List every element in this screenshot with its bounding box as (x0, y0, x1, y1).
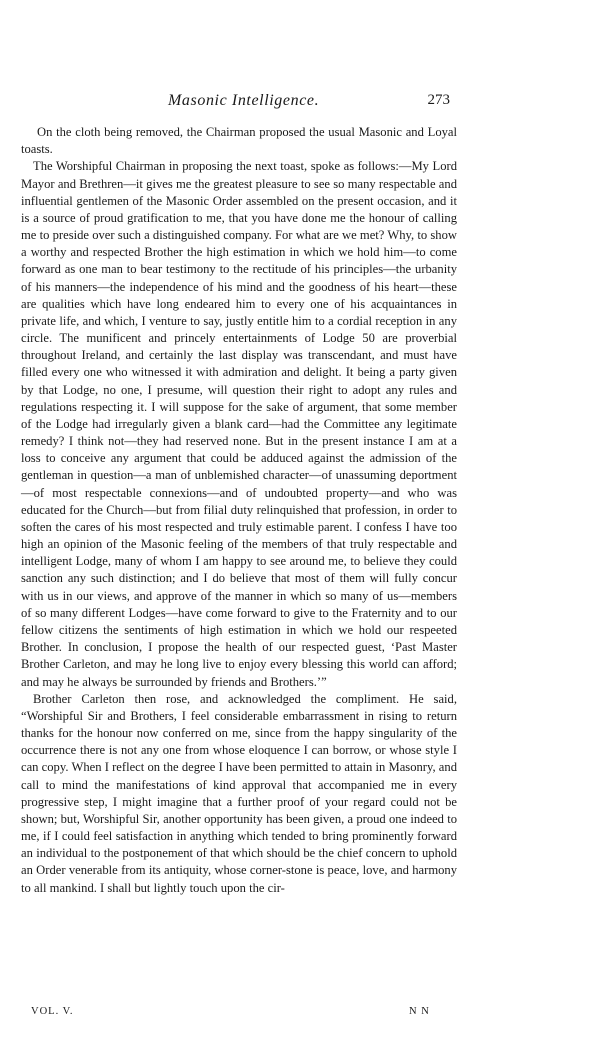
running-head (0, 92, 593, 114)
body-text (21, 124, 457, 897)
running-title: Masonic Intelligence. (168, 92, 320, 109)
volume-label: VOL. V. (31, 1006, 74, 1017)
page-footer (0, 1006, 593, 1022)
page-number: 273 (427, 92, 450, 108)
paragraph-toasts: On the cloth being removed, the Chairman proposed the usual Masonic and Loyal toasts. (21, 125, 457, 157)
paragraph-carleton-reply: Brother Carleton then rose, and acknowledged the compliment. He said, “Worshipful Sir and Brothers, I feel considerable embarrassment in rising to return thanks for the honour now conferred on me, since from the happy singularity of the occurrence there is not any one from whose eloquence I can borrow, or whose style I can copy. When I reflect on the degree I have been permitted to attain in Masonry, and call to mind the manifestations of kind approval that accompanied me in every progressive step, I might imagine that a further proof of your regard could not be shown; but, Worshipful Sir, another opportunity has been given, a proud one indeed to me, if I could feel satisfaction in anything which tended to bring prominently forward an individual to the postponement of that which should be the chief concern to uphold an Order venerable from its antiquity, whose corner-stone is peace, love, and harmony to all mankind. I shall but lightly touch upon the cir- (21, 691, 457, 895)
paragraph-chairman-speech: The Worshipful Chairman in proposing the next toast, spoke as follows:—My Lord Mayor and Brethren—it gives me the greatest pleasure to see so many respectable and influential gentlemen of the Masonic Order assembled on the present occasion, and it is a source of proud gratification to me, that you have done me the honour of calling me to preside over such a distinguished company. For what are we met? Why, to show a worthy and respected Brother the high estimation in which we hold him—to come forward as one man to bear testimony to the rectitude of his principles—the urbanity of his manners—the independence of his mind and the goodness of his heart—these are qualities which have long endeared him to every one of his acquaintances in private life, and which, I venture to say, justly entitle him to a cordial reception in any circle. The munificent and princely entertainments of Lodge 50 are proverbial throughout Ireland, and certainly the last display was transcendant, and must have filled every one who witnessed it with admiration and delight. It being a party given by that Lodge, no one, I presume, will question their right to adopt any rules and regulations respecting it. I will suppose for the sake of argument, that some member of the Lodge had irregularly given a blank card—had the Committee any legitimate remedy? I think not—they had reserved none. But in the present instance I am at a loss to conceive any argument that could be adduced against the admission of the gentleman in question—a man of unblemished character—of unassuming deportment—of most respectable connexions—and of undoubted property—and who was educated for the Church—but from filial duty relinquished that profession, in order to soften the cares of his most respected and truly estimable parent. I confess I have too high an opinion of the Masonic feeling of the members of that truly respectable and intelligent Lodge, many of whom I am happy to see around me, to believe they could sanction any such distinction; and I do believe that most of them will fully concur with us in our views, and approve of the manner in which so many of us—members of so many different Lodges—have come forward to give to the Fraternity and to our fellow citizens the sentiments of high estimation in which we hold our respeeted Brother. In conclusion, I propose the health of our respected guest, ‘Past Master Brother Carleton, and may he long live to enjoy every blessing this world can afford; and may he always be surrounded by friends and Brothers.’” (21, 159, 457, 689)
signature-mark: N N (409, 1006, 430, 1017)
